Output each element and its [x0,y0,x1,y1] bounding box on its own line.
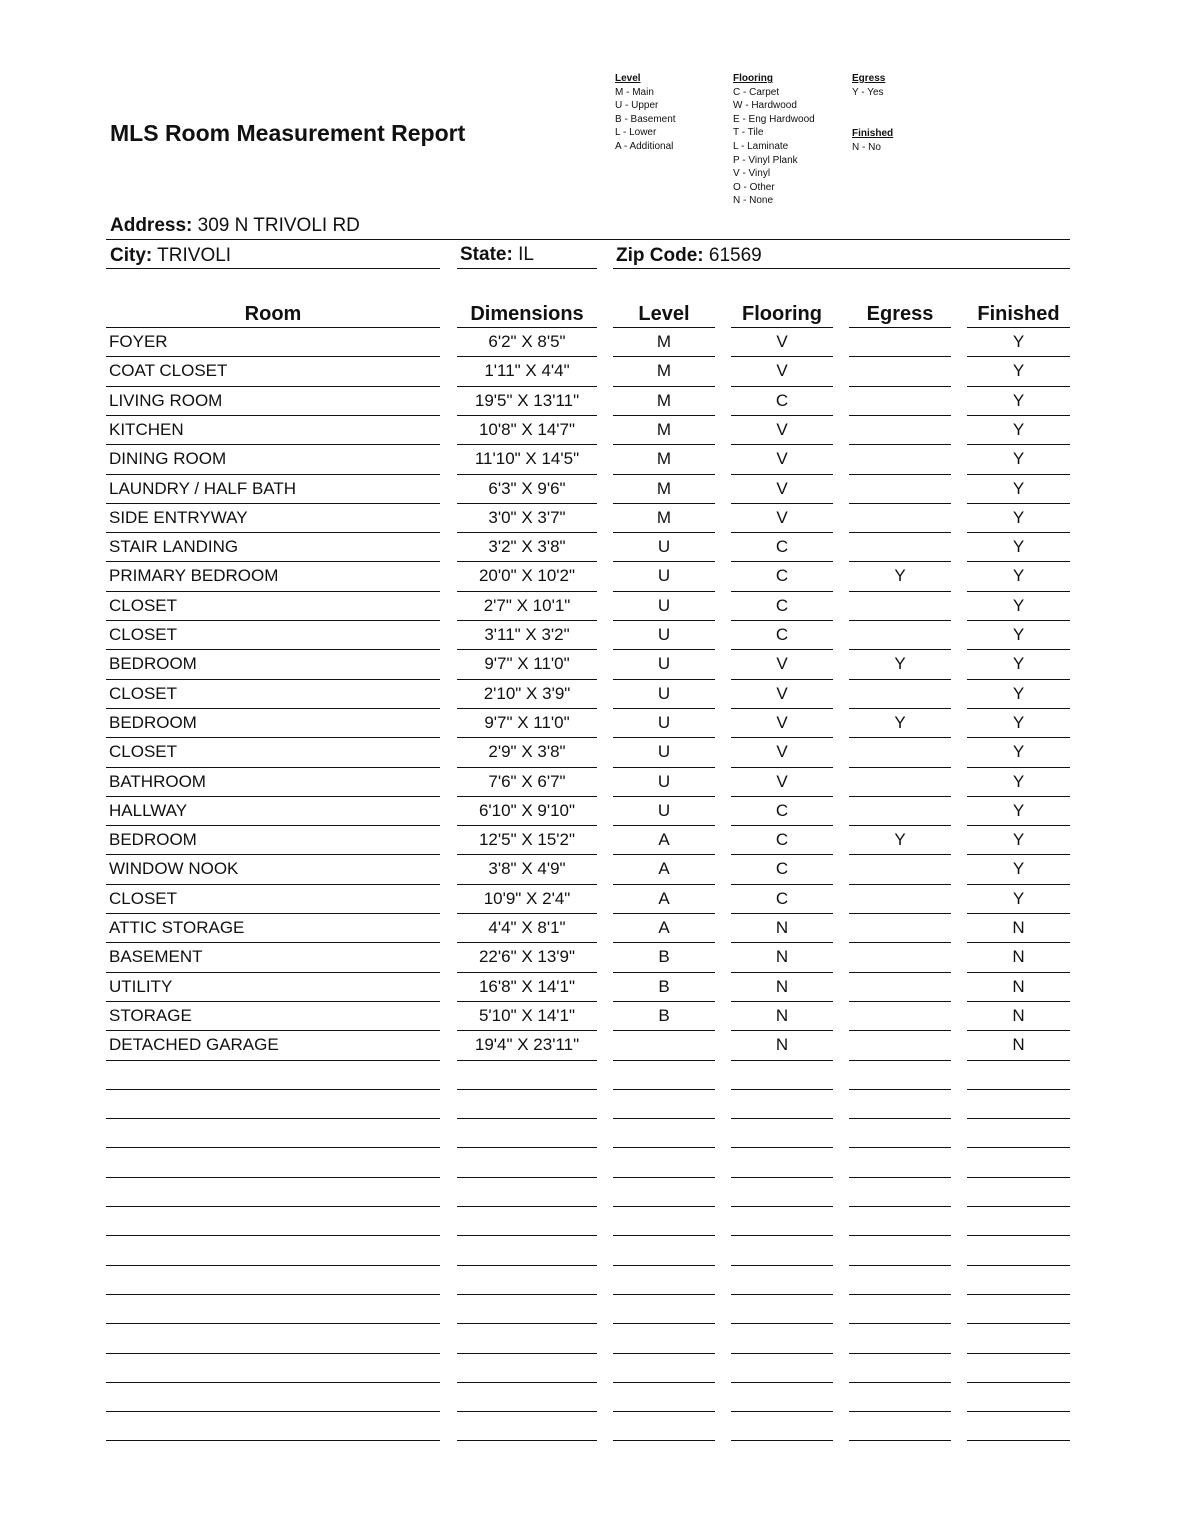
cell-egress: Y [894,566,906,586]
cell-level [613,1060,715,1089]
cell-level [613,1411,715,1440]
cell-room: CLOSET [109,742,178,762]
cell-finished: Y [1012,859,1025,879]
cell-room [106,1118,440,1147]
cell-dimensions [457,1265,597,1294]
cell-egress [849,327,951,356]
cell-dimensions: 20'0" X 10'2" [478,566,576,586]
cell-dimensions: 6'3" X 9'6" [488,478,566,498]
cell-level: B [658,947,670,967]
cell-finished: Y [1012,390,1025,410]
legend-item: M - Main [615,86,654,98]
cell-room: BATHROOM [109,771,206,791]
cell-dimensions [457,1118,597,1147]
cell-finished: Y [1012,625,1025,644]
cell-finished: Y [1012,830,1025,850]
state-label: State: [460,244,513,265]
cell-room: STAIR LANDING [109,537,239,557]
cell-egress [849,767,951,796]
cell-room [106,1382,440,1411]
cell-egress [849,1177,951,1206]
cell-dimensions: 10'8" X 14'7" [478,419,576,439]
cell-room: STORAGE [109,1005,192,1025]
cell-finished: Y [1012,712,1025,732]
cell-finished [967,1411,1070,1440]
cell-flooring [731,1411,833,1440]
cell-level: A [658,830,670,850]
cell-dimensions: 12'5" X 15'2" [478,830,576,850]
zip-value: 61569 [708,245,762,266]
cell-level [613,1206,715,1235]
column-header-finished: Finished [977,303,1060,325]
cell-level: U [657,654,671,674]
cell-room: CLOSET [109,595,178,615]
cell-flooring [731,1206,833,1235]
cell-room [106,1294,440,1323]
cell-level: A [658,859,670,879]
cell-flooring: V [776,683,788,703]
cell-level: U [657,595,671,615]
cell-egress [849,1353,951,1382]
cell-egress [849,1118,951,1147]
cell-room [106,1060,440,1089]
cell-finished: Y [1012,419,1025,439]
cell-egress [849,1294,951,1323]
row-underline [731,1440,833,1441]
cell-level [613,1177,715,1206]
cell-flooring: C [775,566,789,586]
cell-finished: Y [1012,595,1025,615]
cell-flooring [731,1323,833,1352]
column-header-flooring: Flooring [742,303,822,325]
legend-item: L - Laminate [733,140,789,152]
cell-level [613,1382,715,1411]
cell-dimensions: 22'6" X 13'9" [478,947,576,967]
cell-level [613,1089,715,1118]
cell-flooring [731,1382,833,1411]
cell-level: M [656,478,672,498]
cell-flooring [731,1147,833,1176]
cell-egress [849,532,951,561]
legend-item: L - Lower [615,127,657,139]
legend-flooring [733,72,815,208]
cell-finished: Y [1012,332,1025,351]
cell-level [613,1323,715,1352]
cell-finished: N [1012,1035,1025,1055]
cell-dimensions [457,1177,597,1206]
legend-item: W - Hardwood [733,100,797,112]
address-value: 309 N TRIVOLI RD [197,215,360,236]
cell-egress: Y [894,654,906,674]
cell-egress [849,444,951,473]
cell-finished [967,1147,1070,1176]
cell-level [613,1294,715,1323]
cell-level: M [656,332,672,351]
cell-dimensions: 2'10" X 3'9" [483,683,571,703]
column-header-dimensions: Dimensions [470,303,584,325]
cell-flooring: C [775,390,789,410]
cell-finished: Y [1012,361,1025,381]
cell-flooring: C [775,859,789,879]
cell-flooring [731,1177,833,1206]
cell-room [106,1235,440,1264]
legend-item: U - Upper [615,100,659,112]
city-underline [106,268,440,269]
cell-dimensions [457,1294,597,1323]
cell-dimensions [457,1206,597,1235]
cell-room: PRIMARY BEDROOM [109,566,279,586]
legend-item: P - Vinyl Plank [733,154,798,166]
cell-dimensions [457,1147,597,1176]
cell-flooring: N [775,947,789,967]
city-value: TRIVOLI [157,245,232,266]
cell-egress [849,1411,951,1440]
cell-room [106,1177,440,1206]
cell-flooring: V [776,361,788,381]
cell-level: B [658,1005,670,1025]
cell-finished: Y [1012,800,1025,820]
cell-dimensions: 19'4" X 23'11" [474,1035,580,1055]
cell-finished [967,1206,1070,1235]
city-line [110,245,231,267]
cell-finished [967,1089,1070,1118]
cell-egress [849,679,951,708]
cell-dimensions [457,1323,597,1352]
report-title: MLS Room Measurement Report [110,120,466,146]
cell-level: M [656,361,672,381]
cell-flooring [731,1265,833,1294]
cell-flooring: C [775,537,789,557]
cell-dimensions: 3'8" X 4'9" [488,859,566,879]
cell-finished: Y [1012,888,1025,908]
cell-room: HALLWAY [109,800,188,820]
cell-finished [967,1265,1070,1294]
cell-egress [849,854,951,883]
row-underline [457,1440,597,1441]
cell-level: U [657,537,671,557]
cell-flooring: V [776,507,788,527]
state-line [460,244,534,266]
cell-level: U [657,683,671,703]
zip-line [616,245,762,267]
cell-flooring [731,1294,833,1323]
cell-egress [849,1265,951,1294]
cell-level: B [658,976,670,996]
cell-finished [967,1294,1070,1323]
cell-room: BEDROOM [109,830,197,850]
cell-room [106,1089,440,1118]
cell-egress [849,415,951,444]
cell-dimensions: 4'4" X 8'1" [488,918,566,937]
legend-egress-heading: Egress [852,73,886,84]
legend-item: B - Basement [615,113,676,125]
cell-room: BEDROOM [109,654,197,674]
cell-flooring: C [775,625,789,644]
cell-level: U [657,800,671,820]
cell-room: WINDOW NOOK [109,859,239,879]
cell-egress [849,1235,951,1264]
cell-egress [849,1382,951,1411]
cell-room [106,1323,440,1352]
cell-dimensions: 19'5" X 13'11" [474,390,580,410]
cell-finished: Y [1012,478,1025,498]
cell-dimensions: 9'7" X 11'0" [484,654,570,674]
cell-level: M [656,507,672,527]
cell-finished: Y [1012,507,1025,527]
legend-flooring-heading: Flooring [733,73,773,84]
cell-egress [849,474,951,503]
cell-dimensions [457,1235,597,1264]
cell-dimensions [457,1089,597,1118]
cell-dimensions: 2'7" X 10'1" [483,595,571,615]
cell-egress [849,972,951,1001]
cell-flooring: C [775,595,789,615]
cell-flooring [731,1118,833,1147]
cell-level [613,1147,715,1176]
cell-egress [849,620,951,649]
cell-room [106,1411,440,1440]
cell-room: DINING ROOM [109,449,227,469]
cell-finished: N [1012,1005,1025,1025]
legend-item: Y - Yes [852,86,884,98]
cell-finished: Y [1012,771,1025,791]
cell-room: LIVING ROOM [109,390,223,410]
cell-dimensions: 16'8" X 14'1" [478,976,576,996]
cell-dimensions: 10'9" X 2'4" [483,888,571,908]
legend-item: E - Eng Hardwood [733,113,815,125]
cell-flooring: N [775,918,789,937]
cell-dimensions [457,1411,597,1440]
cell-egress [849,1206,951,1235]
cell-flooring: V [776,742,788,762]
cell-level [613,1118,715,1147]
cell-room [106,1206,440,1235]
legend-item: N - No [852,141,881,153]
cell-dimensions: 5'10" X 14'1" [478,1005,576,1025]
cell-dimensions: 6'10" X 9'10" [478,800,576,820]
cell-flooring [731,1089,833,1118]
cell-level [613,1265,715,1294]
legend-finished-heading: Finished [852,128,894,139]
cell-level [613,1353,715,1382]
cell-level [613,1235,715,1264]
cell-flooring: V [776,449,788,469]
cell-egress [849,503,951,532]
cell-room: COAT CLOSET [109,361,228,381]
cell-egress [849,737,951,766]
cell-room: KITCHEN [109,419,184,439]
cell-dimensions: 6'2" X 8'5" [488,332,566,351]
cell-finished: Y [1012,537,1025,557]
cell-room [106,1147,440,1176]
address-underline [106,239,1070,240]
cell-flooring: V [776,771,788,791]
cell-dimensions: 7'6" X 6'7" [488,771,566,791]
row-underline [613,1440,715,1441]
cell-egress: Y [894,830,906,850]
address-label: Address: [110,215,193,236]
zip-underline [613,268,1070,269]
cell-egress [849,1089,951,1118]
cell-level: A [658,888,670,908]
cell-finished: N [1012,947,1025,967]
cell-flooring [731,1235,833,1264]
state-underline [457,268,597,269]
cell-egress [849,1323,951,1352]
cell-flooring: C [775,800,789,820]
column-header-room: Room [244,303,302,325]
cell-room: LAUNDRY / HALF BATH [109,478,297,498]
cell-room: UTILITY [109,976,173,996]
legend-finished [852,127,893,154]
cell-room: FOYER [109,332,168,351]
cell-dimensions [457,1060,597,1089]
row-underline [106,1440,440,1441]
cell-finished [967,1060,1070,1089]
cell-finished: Y [1012,742,1025,762]
cell-dimensions [457,1382,597,1411]
cell-egress [849,1001,951,1030]
cell-room: CLOSET [109,683,178,703]
cell-level: U [657,712,671,732]
cell-room: CLOSET [109,888,178,908]
cell-egress [849,913,951,942]
cell-flooring: C [775,888,789,908]
cell-flooring: N [775,1005,789,1025]
cell-level: M [656,419,672,439]
cell-dimensions: 3'0" X 3'7" [488,507,566,527]
cell-finished: Y [1012,449,1025,469]
cell-finished [967,1353,1070,1382]
legend-item: V - Vinyl [733,168,771,180]
cell-room [106,1353,440,1382]
cell-room: BEDROOM [109,712,197,732]
row-underline [967,1440,1070,1441]
legend-item: O - Other [733,181,775,193]
cell-finished [967,1235,1070,1264]
cell-room: DETACHED GARAGE [109,1035,279,1055]
cell-level: M [656,449,672,469]
cell-egress [849,884,951,913]
cell-egress [849,591,951,620]
cell-level [613,1030,715,1059]
cell-egress [849,356,951,385]
city-label: City: [110,245,153,266]
address-line [110,215,360,237]
cell-level: U [657,742,671,762]
cell-flooring [731,1060,833,1089]
cell-dimensions: 11'10" X 14'5" [474,449,580,469]
cell-finished [967,1382,1070,1411]
legend-item: A - Additional [615,140,674,152]
cell-flooring: V [776,478,788,498]
cell-flooring: V [776,332,788,351]
cell-flooring [731,1353,833,1382]
row-underline [849,1440,951,1441]
legend-level [615,72,676,154]
cell-finished: Y [1012,654,1025,674]
cell-egress [849,386,951,415]
cell-finished [967,1118,1070,1147]
cell-flooring: N [775,976,789,996]
column-header-level: Level [638,303,690,325]
cell-egress: Y [894,712,906,732]
cell-level: U [657,771,671,791]
cell-flooring: N [775,1035,789,1055]
cell-dimensions: 3'11" X 3'2" [484,625,570,644]
legend-egress [852,72,885,99]
cell-level: U [657,566,671,586]
cell-finished [967,1323,1070,1352]
cell-room: BASEMENT [109,947,203,967]
cell-dimensions: 2'9" X 3'8" [488,742,566,762]
cell-finished: N [1012,918,1025,937]
cell-finished: Y [1012,683,1025,703]
legend-item: T - Tile [733,127,764,139]
legend-level-heading: Level [615,73,641,84]
cell-dimensions: 1'11" X 4'4" [484,361,570,381]
legend-item: N - None [733,195,774,207]
cell-egress [849,1060,951,1089]
cell-level: U [657,625,671,644]
cell-dimensions: 3'2" X 3'8" [488,537,566,557]
cell-room: CLOSET [109,625,178,644]
cell-flooring: C [775,830,789,850]
cell-egress [849,1030,951,1059]
column-header-egress: Egress [866,303,934,325]
cell-egress [849,796,951,825]
cell-egress [849,1147,951,1176]
cell-egress [849,942,951,971]
state-value: IL [518,244,534,265]
cell-room: SIDE ENTRYWAY [109,507,248,527]
cell-room [106,1265,440,1294]
cell-finished: Y [1012,566,1025,586]
cell-flooring: V [776,712,788,732]
cell-flooring: V [776,419,788,439]
cell-level: A [658,918,670,937]
cell-finished: N [1012,976,1025,996]
zip-label: Zip Code: [616,245,704,266]
cell-dimensions: 9'7" X 11'0" [484,712,570,732]
legend-item: C - Carpet [733,86,780,98]
cell-level: M [656,390,672,410]
cell-room: ATTIC STORAGE [109,918,245,937]
cell-flooring: V [776,654,788,674]
cell-finished [967,1177,1070,1206]
cell-dimensions [457,1353,597,1382]
